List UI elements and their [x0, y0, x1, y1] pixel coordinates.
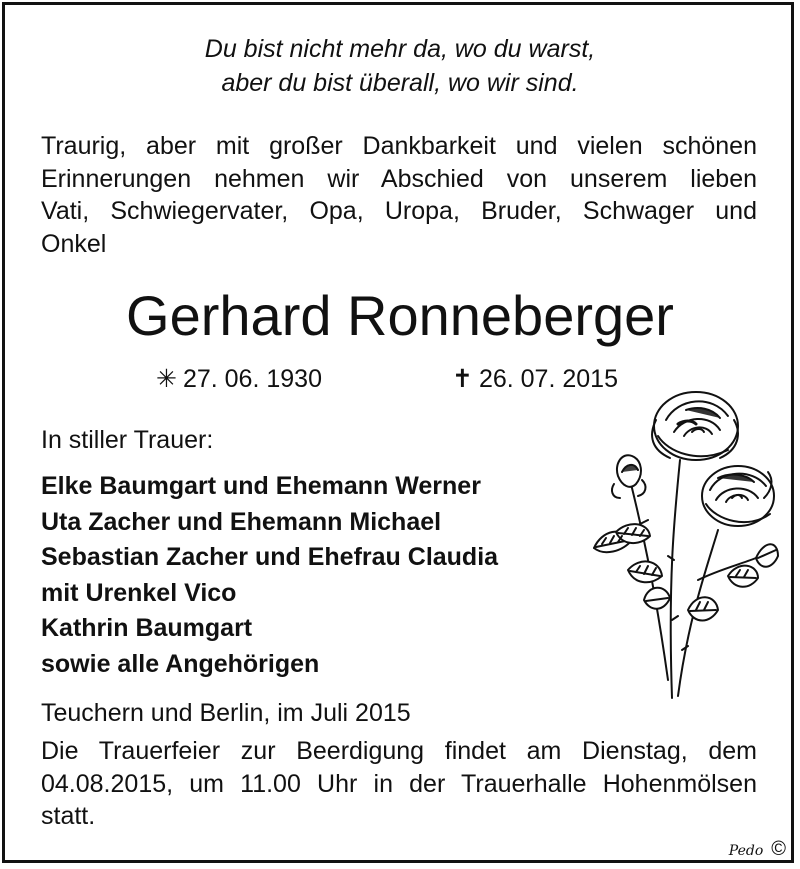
mourning-label: In stiller Trauer:	[41, 426, 214, 454]
mourner-item: Kathrin Baumgart	[41, 614, 253, 642]
funeral-line-1: Die Trauerfeier zur Beerdigung findet am Dienstag, dem	[41, 737, 757, 765]
birth-date	[156, 363, 322, 395]
roses-illustration-icon	[588, 380, 780, 700]
funeral-line-3: statt.	[41, 802, 96, 830]
intro-line-2: Erinnerungen nehmen wir Abschied von unserem lieben	[41, 164, 757, 193]
funeral-info	[41, 735, 757, 833]
funeral-line-2: 04.08.2015, um 11.00 Uhr in der Trauerhalle Hohenmölsen	[41, 769, 757, 798]
birth-date-value: 27. 06. 1930	[182, 365, 322, 393]
motto	[0, 32, 800, 100]
death-cross-icon: ✝	[452, 365, 473, 393]
copyright-icon: ©	[771, 838, 786, 860]
mourner-list	[41, 469, 498, 682]
mourner-item: Uta Zacher und Ehemann Michael	[41, 507, 442, 536]
intro-line-1: Traurig, aber mit großer Dankbarkeit und vielen schönen	[41, 132, 757, 160]
copyright-mark	[729, 839, 786, 861]
death-date-value: 26. 07. 2015	[478, 365, 618, 393]
deceased-name: Gerhard Ronneberger	[126, 284, 674, 347]
mourner-item: mit Urenkel Vico	[41, 578, 237, 607]
motto-line-1: Du bist nicht mehr da, wo du warst,	[204, 35, 596, 63]
designer-signature: Pedo	[728, 843, 764, 859]
mourner-item: Sebastian Zacher und Ehefrau Claudia	[41, 543, 499, 571]
mourner-item: Elke Baumgart und Ehemann Werner	[41, 472, 481, 500]
birth-star-icon: ✳	[156, 365, 177, 393]
motto-line-2: aber du bist überall, wo wir sind.	[221, 69, 579, 97]
intro-line-4: Onkel	[41, 229, 107, 258]
intro-text	[41, 130, 757, 260]
mourner-item: sowie alle Angehörigen	[41, 649, 320, 678]
place-and-date: Teuchern und Berlin, im Juli 2015	[41, 699, 411, 727]
intro-line-3: Vati, Schwiegervater, Opa, Uropa, Bruder, Schwager und	[41, 197, 757, 225]
